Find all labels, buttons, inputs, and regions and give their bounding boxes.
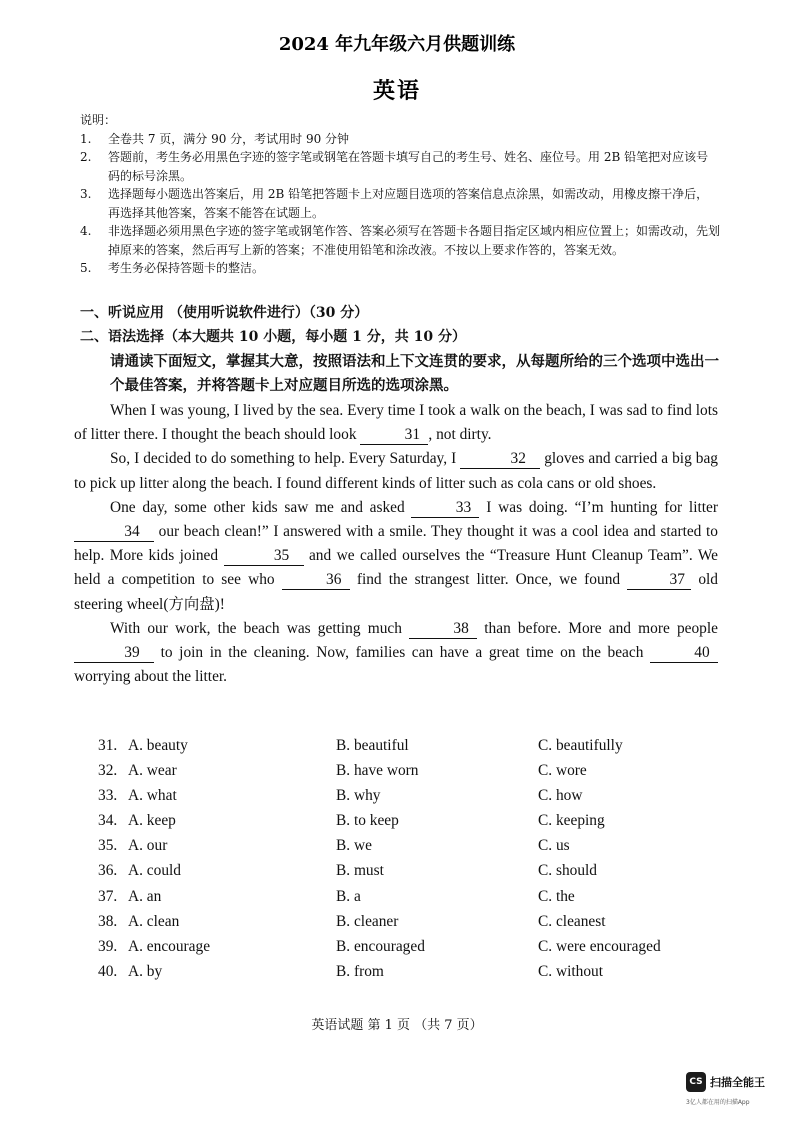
question-number: 37.: [98, 887, 118, 905]
option-a: A. could: [128, 862, 182, 880]
watermark-tagline: 3亿人都在用的扫描App: [686, 1099, 750, 1106]
passage-paragraph: One day, some other kids saw me and asked 33 I was doing. “I’m hunting for litter 34 our beach clean!” I answered with a smile. They thought it was a cool idea and started to help. More kids joined 35 and we called ourselves the “Treasure Hunt Cleanup Team”. We held a competition to see who 36 find the strangest litter. Once, we found 37 old steering wheel(方向盘)!: [74, 498, 718, 613]
option-row: [98, 963, 738, 988]
notes-heading: 说明：: [80, 113, 117, 127]
option-c: C. keeping: [538, 812, 605, 830]
blank-32: 32: [460, 450, 540, 469]
option-c: C. the: [538, 887, 575, 905]
note-text: 全卷共 7 页，满分 90 分，考试用时 90 分钟: [108, 131, 350, 146]
question-number: 36.: [98, 862, 118, 880]
blank-38: 38: [409, 620, 477, 639]
blank-37: 37: [627, 571, 691, 590]
option-c: C. cleanest: [538, 912, 606, 930]
note-text: 选择题每小题选出答案后，用 2B 铅笔把答题卡上对应题目选项的答案信息点涂黑，如需改动，用橡皮擦干净后，再选择其他答案，答案不能答在试题上。: [108, 187, 709, 220]
option-row: [98, 888, 738, 913]
note-text: 考生务必保持答题卡的整洁。: [108, 261, 265, 275]
question-number: 34.: [98, 812, 118, 830]
note-text: 答题前，考生务必用黑色字迹的签字笔或钢笔在答题卡填写自己的考生号、姓名、座位号。用 2B 铅笔把对应该号码的标号涂黑。: [108, 150, 709, 183]
option-a: A. keep: [128, 812, 176, 830]
option-a: A. what: [128, 787, 177, 805]
section-listening-heading: 一、听说应用 （使用听说软件进行）（30 分）: [80, 305, 369, 321]
blank-34: 34: [74, 523, 154, 542]
option-row: [98, 913, 738, 938]
option-a: A. encourage: [128, 937, 211, 955]
option-b: B. encouraged: [336, 937, 425, 955]
cloze-passage: [74, 399, 718, 689]
option-row: [98, 862, 738, 887]
passage-paragraph: With our work, the beach was getting much 38 than before. More and more people 39 to join in the cleaning. Now, families can have a great time on the beach 40 worrying about the litter.: [74, 619, 718, 686]
note-item: [80, 222, 720, 259]
option-a: A. by: [128, 962, 163, 980]
page-footer: 英语试题 第 1 页 （共 7 页）: [311, 1018, 483, 1033]
blank-31: 31: [360, 426, 428, 445]
note-item: [80, 185, 720, 222]
option-c: C. us: [538, 837, 570, 855]
option-row: [98, 787, 738, 812]
question-number: 40.: [98, 962, 118, 980]
option-a: A. clean: [128, 912, 180, 930]
option-row: [98, 938, 738, 963]
question-number: 39.: [98, 937, 118, 955]
scanner-watermark: [686, 1072, 786, 1116]
option-a: A. wear: [128, 762, 177, 780]
option-b: B. we: [336, 837, 372, 855]
note-number: 5.: [80, 261, 92, 275]
option-b: B. cleaner: [336, 912, 399, 930]
option-b: B. from: [336, 962, 384, 980]
note-number: 2.: [80, 150, 92, 164]
question-number: 35.: [98, 837, 118, 855]
passage-paragraph: So, I decided to do something to help. Every Saturday, I 32 gloves and carried a big bag to pick up litter along the beach. I found different kinds of litter such as cola cans or old shoes.: [74, 450, 718, 492]
option-b: B. beautiful: [336, 737, 409, 754]
note-number: 1.: [80, 131, 92, 146]
option-row: [98, 762, 738, 787]
note-item: [80, 259, 720, 278]
option-a: A. beauty: [128, 737, 188, 754]
option-c: C. how: [538, 787, 583, 805]
instructions-notes: [80, 111, 720, 278]
answer-options: [98, 737, 738, 988]
option-a: A. our: [128, 837, 168, 855]
passage-paragraph: When I was young, I lived by the sea. Every time I took a walk on the beach, I was sad to find lots of litter there. I thought the beach should look 31 , not dirty.: [74, 402, 718, 444]
option-c: C. without: [538, 962, 603, 980]
blank-39: 39: [74, 644, 154, 663]
option-b: B. a: [336, 887, 361, 905]
option-c: C. beautifully: [538, 737, 623, 754]
note-text: 非选择题必须用黑色字迹的签字笔或钢笔作答、答案必须写在答题卡各题目指定区域内相应位置上；如需改动，先划掉原来的答案，然后再写上新的答案；不准使用铅笔和涂改液。不按以上要求作答的，答案无效。: [108, 224, 721, 257]
option-b: B. must: [336, 862, 384, 880]
option-row: [98, 837, 738, 862]
blank-36: 36: [282, 571, 350, 590]
section-grammar-heading: 二、语法选择（本大题共 10 小题，每小题 1 分，共 10 分）: [80, 329, 466, 345]
note-number: 3.: [80, 187, 92, 201]
grammar-instruction: 请通读下面短文，掌握其大意，按照语法和上下文连贯的要求，从每题所给的三个选项中选出一个最佳答案，并将答题卡上对应题目所选的选项涂黑。: [110, 353, 719, 394]
question-number: 31.: [98, 737, 118, 754]
option-c: C. were encouraged: [538, 937, 661, 955]
blank-40: 40: [650, 644, 718, 663]
subject-title: 英语: [372, 78, 421, 104]
option-b: B. have worn: [336, 762, 419, 780]
blank-33: 33: [411, 499, 479, 518]
option-b: B. why: [336, 787, 381, 805]
option-row: [98, 737, 738, 762]
camscanner-logo-icon: CS: [686, 1072, 706, 1092]
option-b: B. to keep: [336, 812, 399, 830]
option-a: A. an: [128, 887, 162, 905]
question-number: 38.: [98, 912, 118, 930]
option-c: C. should: [538, 862, 598, 880]
blank-35: 35: [224, 547, 304, 566]
watermark-app-name: 扫描全能王: [710, 1076, 765, 1089]
question-number: 32.: [98, 762, 118, 780]
question-number: 33.: [98, 787, 118, 805]
option-c: C. wore: [538, 762, 587, 780]
note-item: [80, 130, 720, 149]
note-item: [80, 148, 720, 185]
option-row: [98, 812, 738, 837]
exam-title: 2024 年九年级六月供题训练: [278, 34, 516, 55]
note-number: 4.: [80, 224, 92, 238]
